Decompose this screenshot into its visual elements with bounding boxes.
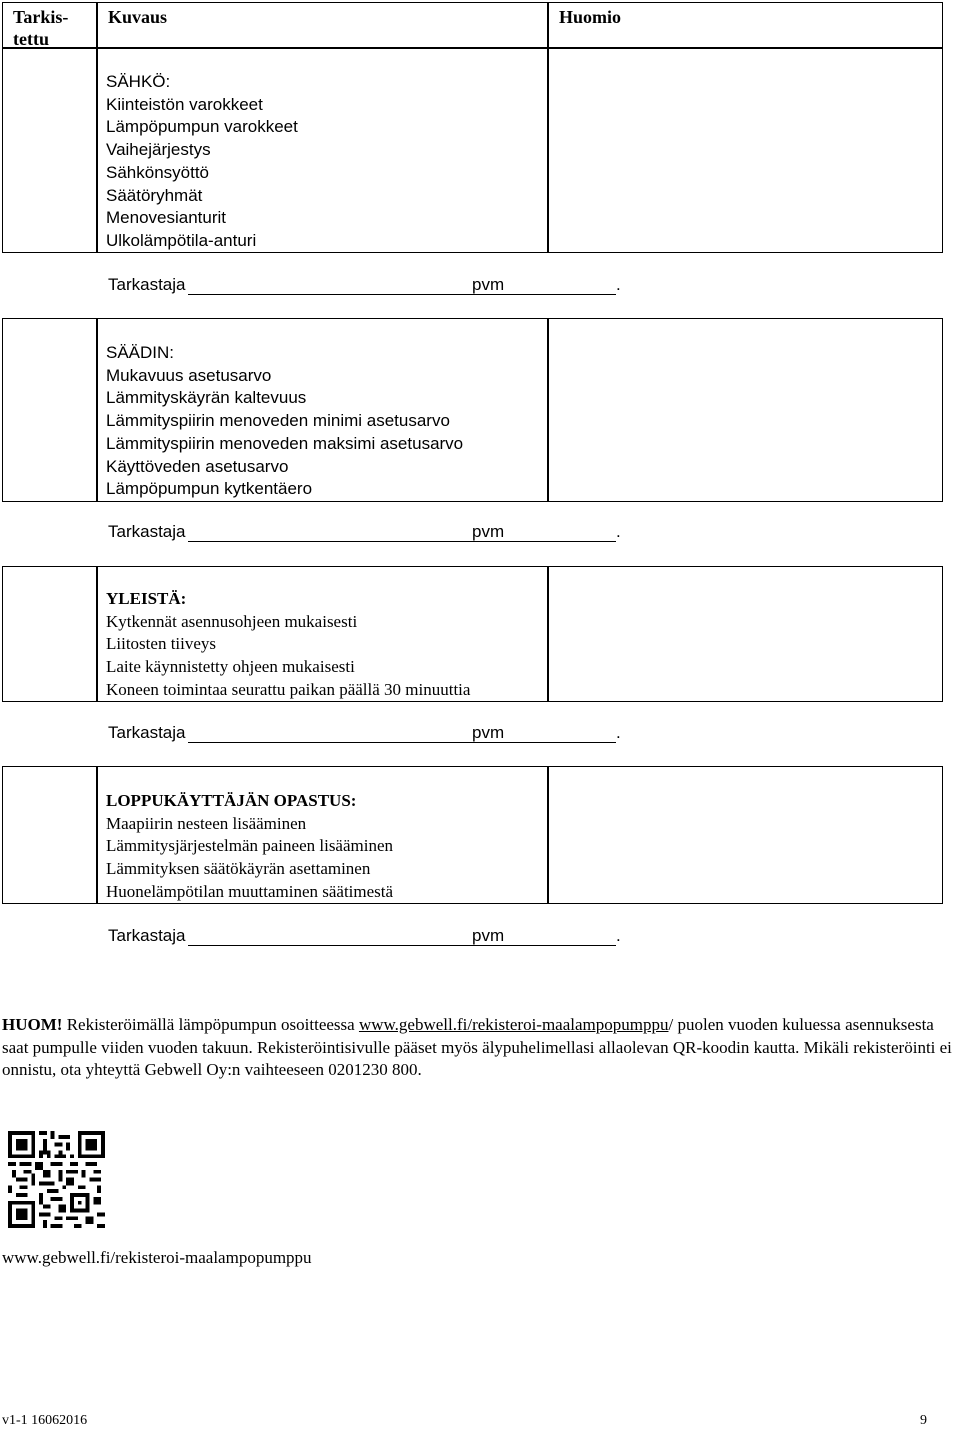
header-description: Kuvaus <box>97 2 548 48</box>
qr-url: www.gebwell.fi/rekisteroi-maalampopumppu <box>2 1248 312 1267</box>
date-label: pvm <box>472 723 505 742</box>
section-controller <box>106 342 463 501</box>
list-item: Lämpöpumpun varokkeet <box>106 117 298 137</box>
list-item: Laite käynnistetty ohjeen mukaisesti <box>106 657 355 677</box>
inspector-label: Tarkastaja <box>108 522 186 541</box>
header-checked <box>2 2 97 48</box>
list-item: Sähkönsyöttö <box>106 162 210 182</box>
section-user-guidance <box>106 790 393 904</box>
list-item: Lämmityspiirin menoveden maksimi asetusarvo <box>106 433 464 453</box>
section-title: SÄÄDIN: <box>106 343 175 362</box>
note-text-1: Rekisteröimällä lämpöpumpun osoitteessa <box>62 1015 359 1034</box>
notes-cell[interactable] <box>548 766 943 904</box>
date-field[interactable] <box>506 945 616 946</box>
list-item: Lämpöpumpun kytkentäero <box>106 479 313 499</box>
qr-code-image <box>8 1131 105 1228</box>
list-item: Vaihejärjestys <box>106 140 211 160</box>
list-item: Lämmityspiirin menoveden minimi asetusarvo <box>106 411 450 431</box>
list-item: Lämmityksen säätökäyrän asettaminen <box>106 859 371 879</box>
signature-line <box>108 926 628 950</box>
signature-line <box>108 522 628 546</box>
list-item: Lämmityskäyrän kaltevuus <box>106 388 307 408</box>
list-item: Koneen toimintaa seurattu paikan päällä 30 minuuttia <box>106 679 471 699</box>
header-checked-line1: Tarkis- <box>13 7 69 27</box>
section-title: SÄHKÖ: <box>106 72 171 91</box>
list-item: Kiinteistön varokkeet <box>106 94 263 114</box>
header-checked-line2: tettu <box>13 29 49 49</box>
checked-cell[interactable] <box>2 766 97 904</box>
notes-cell[interactable] <box>548 48 943 253</box>
page-number: 9 <box>920 1413 927 1428</box>
table-header <box>2 2 943 48</box>
checked-cell[interactable] <box>2 318 97 502</box>
registration-note <box>2 1014 958 1082</box>
section-general <box>106 588 470 702</box>
date-label: pvm <box>472 522 505 541</box>
signature-line <box>108 723 628 747</box>
list-item: Liitosten tiiveys <box>106 634 217 654</box>
end-dot: . <box>616 275 621 294</box>
list-item: Säätöryhmät <box>106 185 203 205</box>
notes-cell[interactable] <box>548 566 943 702</box>
date-field[interactable] <box>506 294 616 295</box>
date-label: pvm <box>472 275 505 294</box>
end-dot: . <box>616 723 621 742</box>
signature-line <box>108 275 628 299</box>
inspector-label: Tarkastaja <box>108 723 186 742</box>
end-dot: . <box>616 522 621 541</box>
note-text-2: / puolen vuoden kuluessa asennuksesta saat pumpulle viiden vuoden takuun. Rekisteröintisivulle pääset myös älypuhelimellasi allaolevan QR-koodin kautta. Mikäli rekisteröinti ei onnistu, ota yhteyttä Gebwell Oy:n vaihteeseen 0201230 800. <box>2 1015 952 1079</box>
checked-cell[interactable] <box>2 566 97 702</box>
inspector-label: Tarkastaja <box>108 275 186 294</box>
date-label: pvm <box>472 926 505 945</box>
notes-cell[interactable] <box>548 318 943 502</box>
end-dot: . <box>616 926 621 945</box>
registration-link[interactable]: www.gebwell.fi/rekisteroi-maalampopumppu <box>358 1015 669 1034</box>
list-item: Huonelämpötilan muuttaminen säätimestä <box>106 881 394 901</box>
list-item: Mukavuus asetusarvo <box>106 365 272 385</box>
inspector-label: Tarkastaja <box>108 926 186 945</box>
list-item: Käyttöveden asetusarvo <box>106 456 289 476</box>
list-item: Lämmitysjärjestelmän paineen lisääminen <box>106 836 394 856</box>
list-item: Maapiirin nesteen lisääminen <box>106 813 307 833</box>
date-field[interactable] <box>506 742 616 743</box>
note-bold: HUOM! <box>2 1015 63 1034</box>
list-item: Ulkolämpötila-anturi <box>106 230 257 250</box>
section-title: YLEISTÄ: <box>106 589 187 608</box>
section-electric <box>106 71 298 253</box>
date-field[interactable] <box>506 541 616 542</box>
list-item: Menovesianturit <box>106 208 227 228</box>
list-item: Kytkennät asennusohjeen mukaisesti <box>106 611 358 631</box>
section-title: LOPPUKÄYTTÄJÄN OPASTUS: <box>106 791 357 810</box>
footer-version: v1-1 16062016 <box>2 1413 88 1428</box>
checked-cell[interactable] <box>2 48 97 253</box>
header-notes: Huomio <box>548 2 943 48</box>
